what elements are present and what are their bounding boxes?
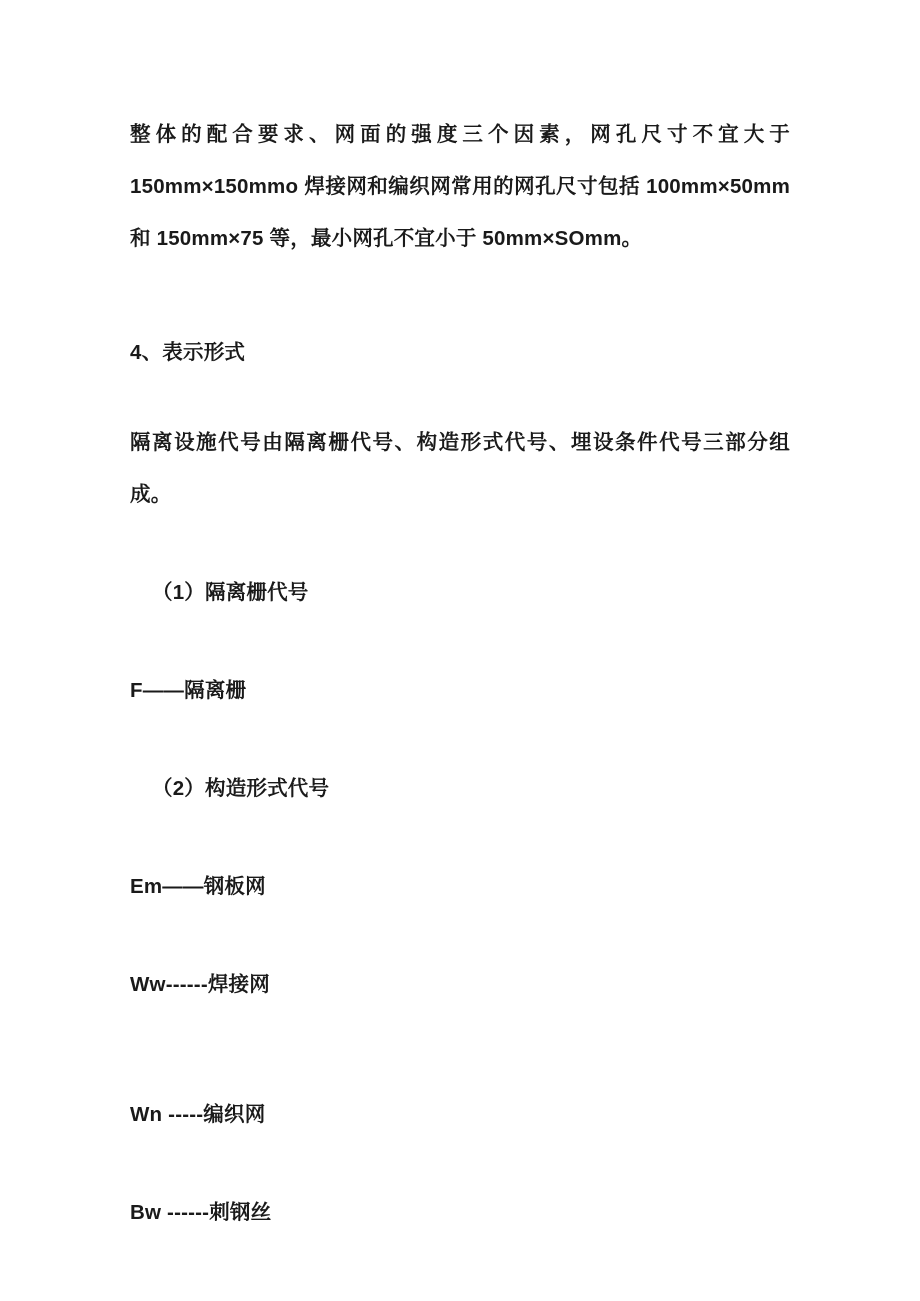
code-definition-bw: Bw ------刺钢丝 — [130, 1200, 272, 1224]
paragraph-intro: 整体的配合要求、网面的强度三个因素，网孔尺寸不宜大于 150mm×150mmo 焊接网和编织网常用的网孔尺寸包括 100mm×50mm 和 150mm×75 等，最小网孔不宜小于 50mm×SOmm。 — [130, 122, 790, 250]
code-definition-em: Em——钢板网 — [130, 874, 266, 898]
section-body-text: 隔离设施代号由隔离栅代号、构造形式代号、埋设条件代号三部分组成。 — [130, 430, 790, 506]
code-definition-ww: Ww------焊接网 — [130, 972, 270, 996]
section-heading-4: 4、表示形式 — [130, 340, 246, 364]
list-item-1-label: （1）隔离栅代号 — [152, 580, 309, 604]
list-item-2-label: （2）构造形式代号 — [152, 776, 330, 800]
code-definition-wn: Wn -----编织网 — [130, 1102, 266, 1126]
code-definition-f: F——隔离栅 — [130, 678, 247, 702]
